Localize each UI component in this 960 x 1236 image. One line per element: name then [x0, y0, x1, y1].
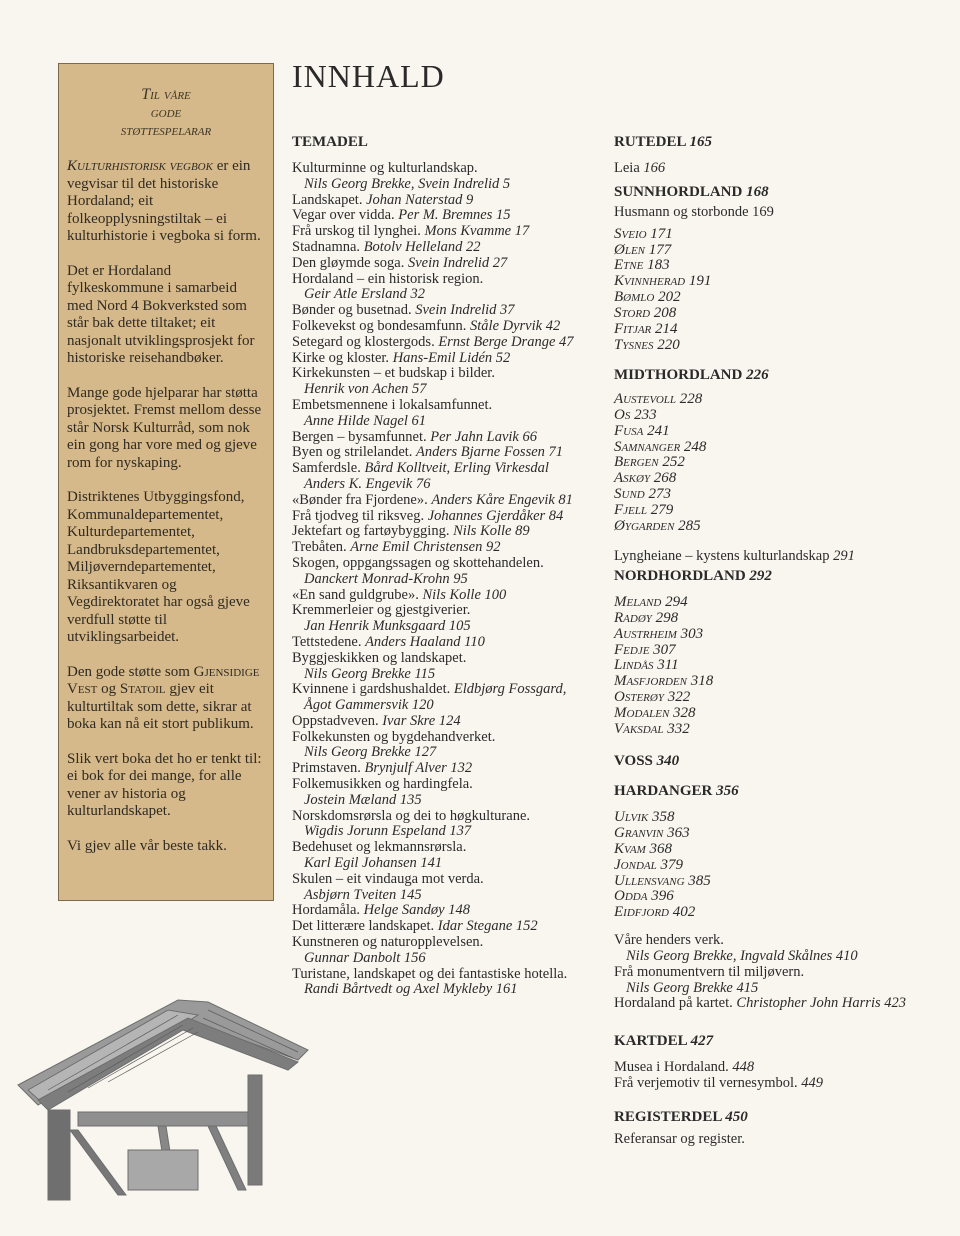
entry-title: Det litterære landskapet.: [292, 918, 438, 935]
toc-entry: [292, 619, 592, 635]
kartdel-heading: [614, 1032, 934, 1050]
sidebar-heading-line: Til våre: [141, 86, 191, 103]
entry-author: Ernst Berge Drange 47: [438, 333, 574, 350]
entry-title: Frå verjemotiv til vernesymbol.: [614, 1075, 802, 1092]
toc-entry: [292, 793, 592, 809]
toc-entry: [292, 698, 592, 714]
paragraph-text: og: [97, 681, 120, 697]
storehouse-illustration: [8, 990, 328, 1205]
toc-entry: [292, 856, 592, 872]
voss-heading: [614, 752, 934, 770]
entry-author: Eldbjørg Fossgard,: [453, 681, 567, 698]
place-entry: Etne 183: [614, 257, 670, 274]
place-entry: Eidfjord 402: [614, 904, 696, 921]
entry-title: Norskdomsrørsla og dei to høgkulturane.: [292, 807, 531, 824]
place-entry: Sund 273: [614, 486, 671, 503]
entry-author: Bård Kolltveit, Erling Virkesdal: [364, 460, 549, 477]
toc-entry: [292, 682, 592, 698]
toc-entry: [292, 872, 592, 888]
place-entry: Austevoll 228: [614, 390, 703, 407]
entry-author: Per M. Bremnes 15: [398, 207, 511, 224]
toc-entry: [292, 745, 592, 761]
entry-author: Nils Georg Brekke 115: [304, 665, 436, 682]
entry-title: Folkekunsten og bygdehandverket.: [292, 728, 496, 745]
entry-title: Våre henders verk.: [614, 932, 724, 949]
entry-author: Asbjørn Tveiten 145: [304, 886, 422, 903]
toc-entry: [292, 524, 592, 540]
toc-entry: [614, 965, 934, 981]
entry-author: Ågot Gammersvik 120: [304, 697, 434, 714]
toc-entry: [614, 1060, 934, 1076]
entry-title: Frå monumentvern til miljøvern.: [614, 963, 805, 980]
entry-title: Jektefart og fartøybygging.: [292, 523, 454, 540]
entry-author: Per Jahn Lavik 66: [430, 428, 537, 445]
supporters-sidebar: [58, 63, 274, 901]
place-entry: Fitjar 214: [614, 321, 678, 338]
toc-entry: [614, 205, 934, 221]
section-title: MIDTHORDLAND: [614, 366, 743, 383]
place-entry: Askøy 268: [614, 470, 677, 487]
entry-title: Hordamåla.: [292, 902, 364, 919]
temadel-column: [292, 133, 592, 998]
entry-title: Hordaland – ein historisk region.: [292, 270, 484, 287]
toc-entry: [292, 461, 592, 477]
entry-title: Kulturminne og kulturlandskap.: [292, 160, 478, 176]
entry-title: Trebåten.: [292, 539, 351, 556]
place-entry: Fjell 279: [614, 502, 674, 519]
section-title: KARTDEL: [614, 1033, 687, 1050]
entry-title: Den gløymde soga.: [292, 254, 408, 271]
entry-author: Nils Kolle 89: [453, 523, 530, 540]
toc-entry: [292, 967, 592, 983]
entry-title: Samferdsle.: [292, 460, 365, 477]
toc-entry: [292, 287, 592, 303]
toc-entry: [292, 777, 592, 793]
place-entry: Fusa 241: [614, 422, 670, 439]
entry-title: Oppstadveven.: [292, 712, 383, 729]
entry-author: Brynjulf Alver 132: [364, 760, 473, 777]
toc-entry: [292, 951, 592, 967]
book-title: Kulturhistorisk vegbok: [67, 158, 213, 174]
entry-title: Kirkekunsten – et budskap i bilder.: [292, 365, 495, 382]
nordhordland-heading: [614, 567, 934, 585]
entry-title: Frå urskog til lynghei.: [292, 223, 425, 240]
entry-author: Karl Egil Johansen 141: [304, 855, 443, 872]
toc-entry: [614, 161, 934, 177]
place-entry: Os 233: [614, 406, 657, 423]
rutedel-column: [614, 133, 934, 1148]
toc-entry: [292, 903, 592, 919]
sidebar-paragraph: Slik vert boka det ho er tenkt til: ei bok for dei mange, for alle vener av historia og kulturlandskapet.: [67, 750, 262, 819]
sidebar-heading-line: gode: [150, 104, 182, 121]
entry-author: Geir Atle Ersland 32: [304, 286, 425, 303]
toc-entry: [292, 430, 592, 446]
toc-entry: [292, 761, 592, 777]
toc-entry: [614, 949, 934, 965]
entry-author: Anders Kåre Engevik 81: [431, 491, 573, 508]
registerdel-heading: [614, 1108, 934, 1126]
place-entry: Radøy 298: [614, 609, 679, 626]
section-title: HARDANGER: [614, 782, 713, 799]
toc-entry: [292, 572, 592, 588]
section-title: VOSS: [614, 752, 653, 769]
section-page: 427: [690, 1033, 714, 1050]
entry-author: Christopher John Harris 423: [736, 995, 906, 1012]
temadel-heading: TEMADEL: [292, 134, 368, 150]
entry-author: Arne Emil Christensen 92: [350, 539, 501, 556]
entry-title: Referansar og register.: [614, 1130, 745, 1147]
toc-entry: [292, 445, 592, 461]
entry-author: Svein Indrelid 27: [407, 254, 508, 271]
entry-title: Byen og strilelandet.: [292, 444, 417, 461]
entry-author: Henrik von Achen 57: [304, 381, 427, 398]
entry-title: Hordaland på kartet.: [614, 995, 737, 1012]
toc-entry: [292, 840, 592, 856]
entry-author: Wigdis Jorunn Espeland 137: [304, 823, 472, 840]
toc-entry: [292, 224, 592, 240]
toc-entry: [292, 714, 592, 730]
place-entry: Jondal 379: [614, 856, 683, 873]
toc-entry: [292, 303, 592, 319]
toc-entry: [614, 549, 934, 565]
toc-entry: [614, 1076, 934, 1092]
paragraph-text: er ein vegvisar til det historiske Hordaland; eit folkeopplysningstiltak – ei kulturhistorie i vegboka si form.: [67, 158, 261, 244]
section-page: 168: [746, 183, 769, 200]
toc-entry: [292, 651, 592, 667]
sunnhordland-heading: [614, 183, 934, 201]
place-entry: Lindås 311: [614, 657, 679, 674]
entry-title: Stadnamna.: [292, 238, 364, 255]
nordhordland-places: [614, 595, 934, 738]
entry-title: «En sand guldgrube».: [292, 586, 423, 603]
entry-title: Skulen – eit vindauga mot verda.: [292, 870, 484, 887]
entry-author: Mons Kvamme 17: [424, 223, 530, 240]
toc-entry: [292, 919, 592, 935]
entry-author: Nils Georg Brekke 127: [304, 744, 437, 761]
toc-entry: [292, 509, 592, 525]
place-entry: Sveio 171: [614, 225, 673, 242]
toc-entry: [292, 824, 592, 840]
sidebar-paragraph: Distriktenes Utbyggingsfond, Kommunaldepartementet, Kulturdepartementet, Landbruksdepartementet, Miljøverndepartementet, Riksantikvaren og Vegdirektoratet har også gjeve verdfull støtte til utviklingsarbeidet.: [67, 489, 250, 645]
place-entry: Granvin 363: [614, 824, 690, 841]
place-entry: Ølen 177: [614, 241, 672, 258]
section-page: 450: [725, 1108, 748, 1125]
entry-title: Landskapet.: [292, 191, 367, 208]
toc-entry: [292, 809, 592, 825]
toc-entry: [614, 1132, 934, 1148]
entry-author: Gunnar Danbolt 156: [304, 949, 426, 966]
toc-entry: [614, 933, 934, 949]
entry-title: Lyngheiane – kystens kulturlandskap: [614, 548, 834, 564]
entry-title: Kvinnene i gardshushaldet.: [292, 681, 454, 698]
toc-entry: [292, 414, 592, 430]
toc-entry: [292, 256, 592, 272]
sidebar-heading-line: støttespelarar: [120, 122, 212, 139]
section-page: 292: [749, 567, 772, 584]
sponsor-name: Gjensidige Vest: [67, 663, 260, 697]
section-title: SUNNHORDLAND: [614, 183, 743, 200]
entry-title: Bedehuset og lekmannsrørsla.: [292, 839, 467, 856]
toc-entry: [292, 588, 592, 604]
entry-title: Byggjeskikken og landskapet.: [292, 649, 467, 666]
toc-entry: [292, 382, 592, 398]
toc-entry: [292, 161, 592, 177]
entry-title: Kremmerleier og gjestgiverier.: [292, 602, 471, 619]
toc-entry: [292, 193, 592, 209]
place-entry: Samnanger 248: [614, 438, 707, 455]
place-entry: Meland 294: [614, 593, 688, 610]
toc-entry: [292, 635, 592, 651]
entry-title: Bønder og busetnad.: [292, 302, 416, 319]
place-entry: Øygarden 285: [614, 518, 701, 535]
place-entry: Modalen 328: [614, 705, 696, 722]
toc-entry: [292, 208, 592, 224]
entry-author: Anders K. Engevik 76: [304, 475, 431, 492]
toc-entry: [292, 240, 592, 256]
toc-entry: [292, 730, 592, 746]
section-title: REGISTERDEL: [614, 1108, 722, 1125]
entry-title: Kunstneren og naturopplevelsen.: [292, 934, 484, 951]
entry-title: Husmann og storbonde: [614, 203, 753, 220]
entry-title: «Bønder fra Fjordene».: [292, 491, 432, 508]
place-entry: Vaksdal 332: [614, 721, 690, 738]
entry-author: 449: [801, 1075, 824, 1092]
place-entry: Stord 208: [614, 305, 677, 322]
toc-entry: [292, 398, 592, 414]
toc-entry: [614, 981, 934, 997]
entry-title: Setegard og klostergods.: [292, 333, 439, 350]
hardanger-heading: [614, 782, 934, 800]
sidebar-heading: [67, 86, 265, 140]
entry-author: Anders Haaland 110: [365, 633, 485, 650]
entry-author: Nils Kolle 100: [422, 586, 507, 603]
entry-author: Nils Georg Brekke, Svein Indrelid 5: [304, 175, 511, 192]
entry-title: Skogen, oppgangssagen og skottehandelen.: [292, 554, 544, 571]
entry-title: Bergen – bysamfunnet.: [292, 428, 431, 445]
toc-entry: [292, 935, 592, 951]
entry-title: Embetsmennene i lokalsamfunnet.: [292, 396, 493, 413]
paragraph-text: gjev eit kulturtiltak som dette, sikrar at boka kan nå eit stort publikum.: [67, 681, 254, 732]
toc-entry: [292, 888, 592, 904]
place-entry: Kvam 368: [614, 840, 673, 857]
place-entry: Fedje 307: [614, 641, 676, 658]
entry-title: Folkevekst og bondesamfunn.: [292, 317, 471, 334]
section-page: 356: [716, 782, 739, 799]
entry-author: Randi Bårtvedt og Axel Mykleby 161: [304, 981, 518, 998]
entry-title: Tettstedene.: [292, 633, 366, 650]
entry-title: Frå tjodveg til riksveg.: [292, 507, 428, 524]
place-entry: Bergen 252: [614, 454, 685, 471]
entry-author: Nils Georg Brekke, Ingvald Skålnes 410: [626, 948, 858, 965]
sidebar-paragraph: [67, 664, 265, 734]
entry-title: Leia: [614, 160, 644, 176]
entry-author: Idar Stegane 152: [437, 918, 538, 935]
entry-author: Svein Indrelid 37: [415, 302, 515, 319]
place-entry: Kvinnherad 191: [614, 273, 712, 290]
entry-author: Helge Sandøy 148: [363, 902, 470, 919]
toc-entry: [292, 540, 592, 556]
sidebar-paragraph: Det er Hordaland fylkeskommune i samarbeid med Nord 4 Bokverksted som står bak dette tiltaket; eit nasjonalt utviklingsprosjekt for historiske reisehandbøker.: [67, 262, 255, 366]
sunnhordland-places: [614, 227, 934, 354]
toc-entry: [292, 366, 592, 382]
entry-author: Jan Henrik Munksgaard 105: [304, 618, 471, 635]
entry-author: Jostein Mæland 135: [304, 791, 422, 808]
toc-entry: [292, 319, 592, 335]
entry-author: 448: [732, 1059, 755, 1076]
toc-entry: [292, 477, 592, 493]
toc-entry: [292, 982, 592, 998]
toc-entry: [292, 351, 592, 367]
entry-title: Musea i Hordaland.: [614, 1059, 733, 1076]
entry-author: Anders Bjarne Fossen 71: [416, 444, 564, 461]
entry-author: Hans-Emil Lidén 52: [392, 349, 511, 366]
entry-author: Danckert Monrad-Krohn 95: [304, 570, 468, 587]
section-title: RUTEDEL: [614, 134, 686, 150]
toc-entry: [292, 335, 592, 351]
section-page: 340: [656, 752, 680, 769]
entry-author: Anne Hilde Nagel 61: [304, 412, 427, 429]
toc-entry: [292, 493, 592, 509]
entry-author: Johannes Gjerdåker 84: [427, 507, 564, 524]
toc-entry: [614, 996, 934, 1012]
sidebar-paragraph: [67, 158, 265, 246]
paragraph-text: Den gode støtte som: [67, 663, 194, 680]
entry-author: Botolv Helleland 22: [363, 238, 481, 255]
place-entry: Austrheim 303: [614, 625, 704, 642]
entry-author: Ståle Dyrvik 42: [470, 317, 561, 334]
registerdel-list: [614, 1132, 934, 1148]
entry-title: Kirke og kloster.: [292, 349, 393, 366]
entry-title: Primstaven.: [292, 760, 365, 777]
toc-entry: [292, 177, 592, 193]
place-entry: Masfjorden 318: [614, 673, 714, 690]
entry-page: 166: [643, 160, 666, 176]
entry-author: Nils Georg Brekke 415: [626, 979, 759, 996]
midthordland-places: [614, 392, 934, 535]
toc-entry: [292, 667, 592, 683]
entry-author: Ivar Skre 124: [382, 712, 461, 729]
temadel-list: [292, 161, 592, 998]
entry-title: Folkemusikken og hardingfela.: [292, 776, 473, 793]
hardanger-places: [614, 810, 934, 921]
place-entry: Ulvik 358: [614, 808, 675, 825]
toc-entry: [292, 272, 592, 288]
entry-title: Turistane, landskapet og dei fantastiske hotella.: [292, 965, 568, 982]
section-page: 165: [689, 134, 712, 150]
sidebar-paragraph: Vi gjev alle vår beste takk.: [67, 837, 227, 854]
toc-entry: [292, 556, 592, 572]
page-title: INNHALD: [292, 58, 445, 94]
place-entry: Tysnes 220: [614, 336, 680, 353]
entry-page: 291: [833, 548, 855, 564]
place-entry: Osterøy 322: [614, 689, 691, 706]
place-entry: Bømlo 202: [614, 289, 681, 306]
entry-title: Vegar over vidda.: [292, 207, 399, 224]
midthordland-heading: [614, 366, 934, 384]
section-page: 226: [746, 366, 769, 383]
place-entry: Ullensvang 385: [614, 872, 711, 889]
rutedel-heading: [614, 133, 934, 151]
section-title: NORDHORDLAND: [614, 567, 746, 584]
hardanger-articles: [614, 933, 934, 1012]
sponsor-name: Statoil: [119, 681, 166, 697]
place-entry: Odda 396: [614, 888, 674, 905]
sidebar-paragraph: Mange gode hjelparar har støtta prosjektet. Fremst mellom desse står Norsk Kulturråd, som nok ein gong har vore med og gjeve rom for nyskaping.: [67, 384, 262, 471]
entry-page: 169: [752, 203, 774, 220]
toc-entry: [292, 603, 592, 619]
entry-author: Johan Naterstad 9: [366, 191, 474, 208]
kartdel-list: [614, 1060, 934, 1092]
